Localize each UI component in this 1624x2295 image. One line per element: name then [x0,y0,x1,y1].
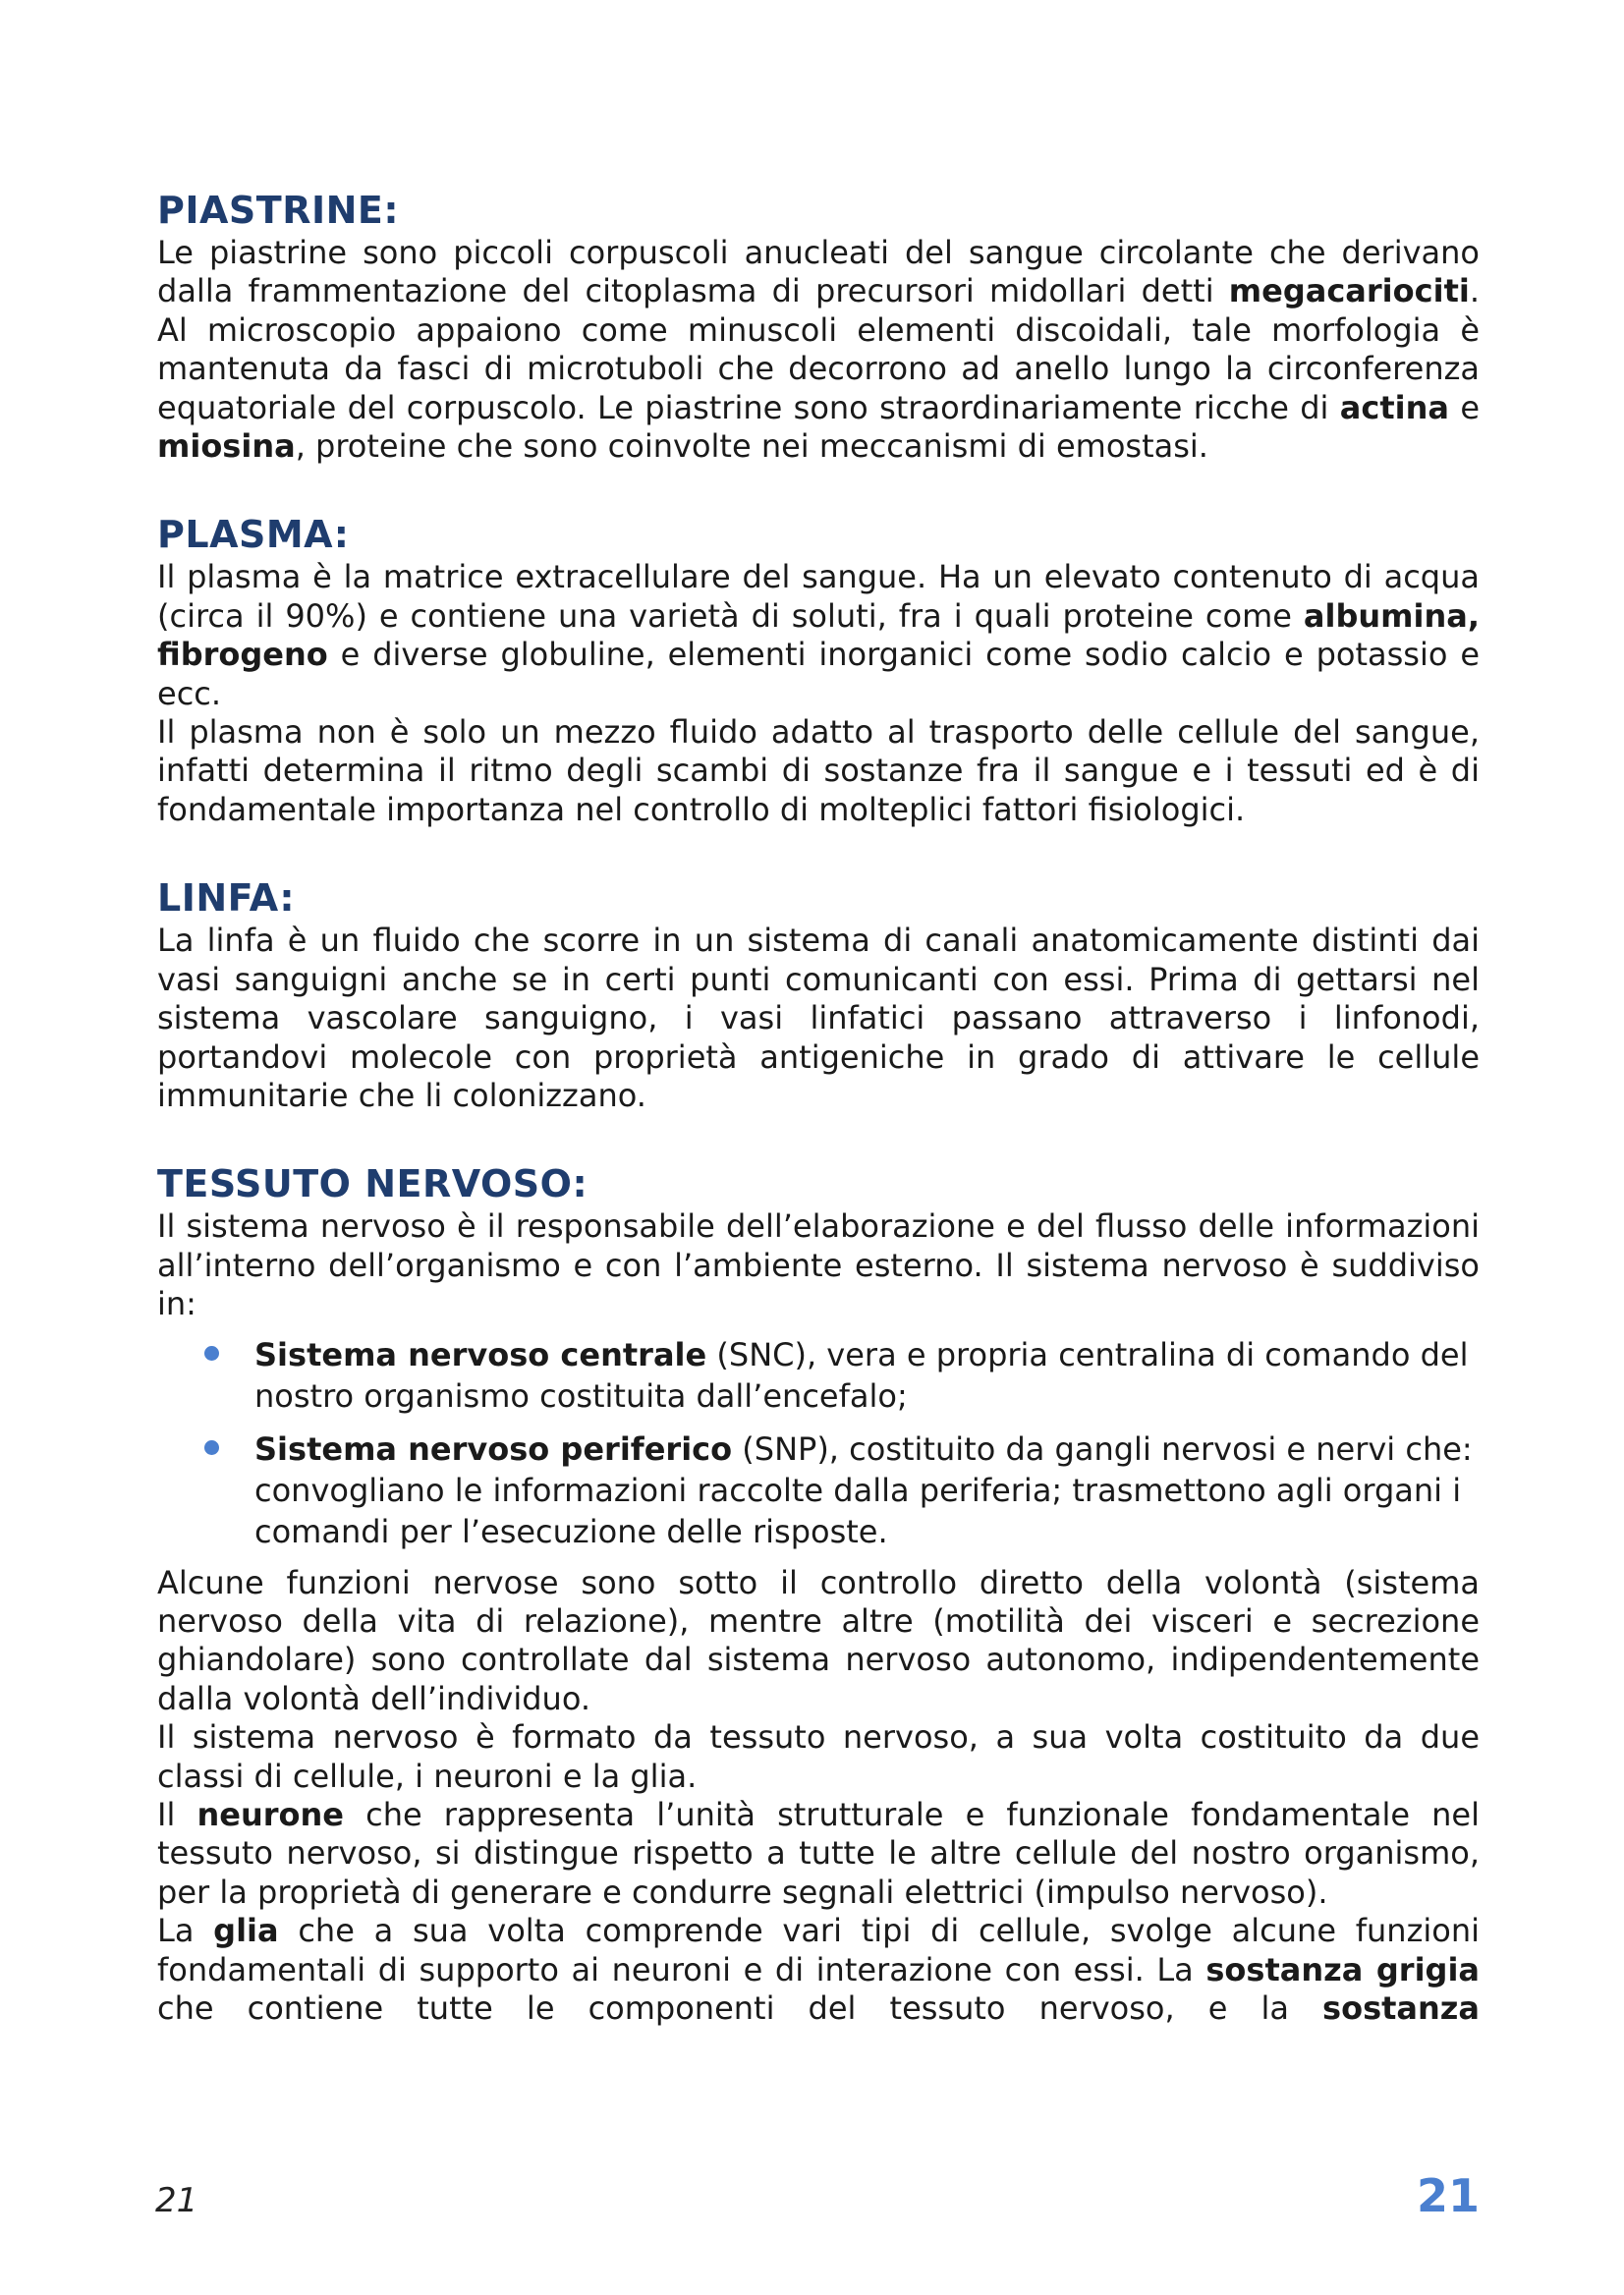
paragraph [157,1796,1480,1912]
section-heading: TESSUTO NERVOSO: [157,1162,588,1206]
text-run: che contiene tutte le componenti del tessuto nervoso, e la [157,1989,1323,2027]
list-item [254,1428,1480,1552]
text-run: e diverse globuline, elementi inorganici come sodio calcio e potassio e ecc. [157,636,1480,712]
text-run: che rappresenta l’unità strutturale e funzionale fondamentale nel tessuto nervoso, si distingue rispetto a tutte le altre cellule del nostro organismo, per la proprietà di generare e condurre segnali elettrici (impulso nervoso). [157,1795,1481,1911]
section-linfa [157,874,1480,1115]
page-number-left: 21 [155,2181,198,2220]
section-heading: PLASMA: [157,513,350,557]
paragraph [157,1912,1480,2028]
bold-term: miosina [157,427,296,466]
text-run: (SNP), costituito da gangli nervosi e nervi che: convogliano le informazioni raccolte dalla periferia; trasmettono agli organi i comandi per l’esecuzione delle risposte. [254,1429,1473,1550]
section-heading: PIASTRINE: [157,189,400,232]
text-run: Le piastrine sono piccoli corpuscoli anucleati del sangue circolante che derivano dalla frammentazione del citoplasma di precursori midollari detti [157,234,1480,310]
paragraph: La linfa è un fluido che scorre in un sistema di canali anatomicamente distinti dai vasi sanguigni anche se in certi punti comunicanti con essi. Prima di gettarsi nel sistema vascolare sanguigno, i vasi linfatici passano attraverso i linfonodi, portandovi molecole con proprietà antigeniche in grado di attivare le cellule immunitarie che li colonizzano. [157,922,1480,1114]
bullet-list [157,1334,1480,1552]
text-run: . Al microscopio appaiono come minuscoli elementi discoidali, tale morfologia è mantenuta da fasci di microtuboli che decorrono ad anello lungo la circonferenza equatoriale del corpuscolo. Le piastrine sono straordinariamente ricche di [157,272,1480,426]
paragraph: Il sistema nervoso è il responsabile dell’elaborazione e del flusso delle informazioni all’interno dell’organismo e con l’ambiente esterno. Il sistema nervoso è suddiviso in: [157,1207,1480,1323]
section-heading: LINFA: [157,876,296,921]
bold-term: glia [213,1912,279,1950]
section-piastrine [157,187,1480,466]
text-run: Il [157,1795,197,1833]
bullet-dot-icon [204,1346,219,1361]
bold-term: Sistema nervoso centrale [254,1335,707,1373]
bold-term: actina [1339,388,1449,426]
page-content [157,187,1480,2073]
bold-term: sostanza grigia [1205,1950,1480,1988]
bold-term: megacariociti [1228,272,1470,310]
text-run: La [157,1912,214,1950]
section-tessuto-nervoso [157,1160,1480,2028]
paragraph [157,558,1480,713]
text-run: che a sua volta comprende vari tipi di cellule, svolge alcune funzioni fondamentali di supporto ai neuroni e di interazione con essi. La [157,1912,1481,1988]
section-plasma [157,511,1480,829]
paragraph [157,234,1480,466]
bold-term: sostanza [1322,1989,1480,2027]
text-run: Il plasma è la matrice extracellulare del sangue. Ha un elevato contenuto di acqua (circa il 90%) e contiene una varietà di soluti, fra i quali proteine come [157,558,1480,635]
page-number-right: 21 [1416,2169,1480,2222]
text-run: (SNC), vera e propria centralina di comando del nostro organismo costituita dall’encefalo; [254,1335,1469,1415]
paragraph: Il sistema nervoso è formato da tessuto nervoso, a sua volta costituito da due classi di cellule, i neuroni e la glia. [157,1718,1480,1795]
bold-term: Sistema nervoso periferico [254,1429,733,1468]
text-run: e [1448,388,1481,426]
list-item [254,1334,1480,1417]
paragraph: Il plasma non è solo un mezzo fluido adatto al trasporto delle cellule del sangue, infatti determina il ritmo degli scambi di sostanze fra il sangue e i tessuti ed è di fondamentale importanza nel controllo di molteplici fattori fisiologici. [157,713,1480,828]
bold-term: albumina, fibrogeno [157,596,1480,674]
paragraph: Alcune funzioni nervose sono sotto il controllo diretto della volontà (sistema nervoso della vita di relazione), mentre altre (motilità dei visceri e secrezione ghiandolare) sono controllate dal sistema nervoso autonomo, indipendentemente dalla volontà dell’individuo. [157,1563,1480,1717]
text-run: , proteine che sono coinvolte nei meccanismi di emostasi. [295,427,1208,466]
bold-term: neurone [196,1795,344,1833]
bullet-dot-icon [204,1440,219,1455]
